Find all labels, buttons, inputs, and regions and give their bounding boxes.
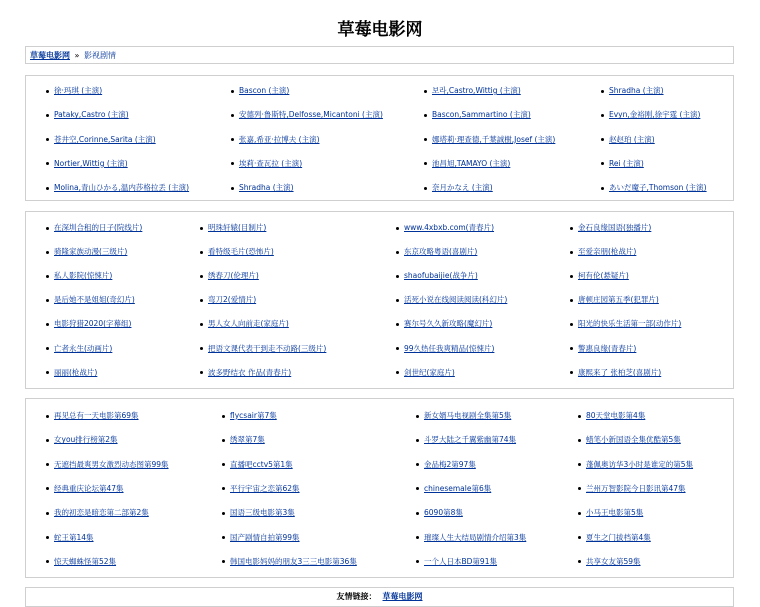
breadcrumb-separator: »	[74, 51, 80, 60]
actor-link-label[interactable]: 苍井空,Corinne,Sarita (主演)	[54, 134, 156, 144]
bullet-icon	[46, 138, 49, 141]
episode-link-label[interactable]: 新女婿马电视剧全集第5集	[424, 411, 512, 420]
bullet-icon	[396, 323, 399, 326]
actor-link[interactable]	[231, 158, 302, 170]
movie-link-label[interactable]: 私人影院(惊悚片)	[54, 271, 113, 281]
movie-link[interactable]	[570, 294, 659, 306]
actor-link-label[interactable]: 安德列·鲁斯特,Delfosse,Micantoni (主演)	[239, 110, 383, 120]
movies-panel	[25, 211, 734, 389]
episode-link-label[interactable]: 蜡笔小新国语全集优酷第5集	[586, 435, 681, 445]
bullet-icon	[416, 512, 419, 515]
episode-link[interactable]	[46, 507, 149, 519]
bullet-icon	[601, 138, 604, 141]
episode-link[interactable]	[578, 507, 643, 519]
bullet-icon	[46, 439, 49, 442]
actor-link-label[interactable]: 娜塔莉·理查德,千葉誠樹,Josef (主演)	[432, 134, 556, 144]
movie-link[interactable]	[46, 367, 97, 379]
bullet-icon	[46, 90, 49, 93]
episode-link[interactable]	[222, 556, 357, 568]
actor-link[interactable]	[424, 134, 555, 146]
friend-links-label: 友情链接：	[336, 592, 377, 601]
bullet-icon	[231, 187, 234, 190]
actor-link[interactable]	[46, 109, 129, 121]
friend-link[interactable]: 草莓电影网	[382, 592, 423, 601]
movie-link[interactable]	[200, 270, 259, 282]
movie-link[interactable]	[396, 343, 494, 355]
actor-link-label[interactable]: Bascon (主演)	[239, 86, 290, 95]
actor-link[interactable]	[46, 134, 156, 146]
actor-link[interactable]	[231, 182, 294, 194]
movie-link-label[interactable]: www.4xbxb.com(青春片)	[404, 223, 495, 232]
bullet-icon	[601, 90, 604, 93]
actor-link[interactable]	[601, 158, 644, 170]
actor-link-label[interactable]: Evyn,金裕刚,徐宇霆 (主演)	[609, 110, 701, 120]
episode-link[interactable]	[416, 483, 491, 495]
movie-link-label[interactable]: 丽丽(枪战片)	[54, 367, 98, 377]
bullet-icon	[200, 251, 203, 254]
bullet-icon	[601, 162, 604, 165]
bullet-icon	[231, 162, 234, 165]
episode-link[interactable]	[416, 556, 497, 568]
episode-link[interactable]	[222, 483, 300, 495]
movie-link-label[interactable]: 柯有伦(悬疑片)	[578, 271, 629, 281]
bullet-icon	[200, 347, 203, 350]
bullet-icon	[200, 299, 203, 302]
actor-link[interactable]	[601, 109, 700, 121]
movie-link[interactable]	[46, 270, 112, 282]
episode-link-label[interactable]: 我的初恋是暗恋第二部第2集	[54, 508, 149, 518]
bullet-icon	[200, 227, 203, 230]
episode-link[interactable]	[222, 459, 293, 471]
episode-link[interactable]	[578, 410, 645, 422]
movie-link[interactable]	[570, 246, 636, 258]
site-title: 草莓电影网	[337, 20, 423, 40]
movie-link-label[interactable]: 男人女人向前走(家庭片)	[208, 319, 289, 329]
episode-link[interactable]	[222, 434, 265, 446]
movie-link-label[interactable]: 唐顿庄园第五季(犯罪片)	[578, 295, 659, 305]
actor-link-label[interactable]: 徐·玛琪 (主演)	[54, 86, 103, 95]
movie-link[interactable]	[396, 222, 494, 234]
episode-link[interactable]	[578, 483, 686, 495]
bullet-icon	[222, 512, 225, 515]
bullet-icon	[46, 187, 49, 190]
bullet-icon	[416, 487, 419, 490]
episode-link-label[interactable]: 80天堂电影第4集	[586, 411, 646, 420]
movie-link[interactable]	[200, 318, 289, 330]
bullet-icon	[570, 299, 573, 302]
bullet-icon	[396, 371, 399, 374]
episode-link-label[interactable]: 平行宇宙之恋第62集	[230, 483, 300, 493]
bullet-icon	[424, 90, 427, 93]
actor-link-label[interactable]: 奈月かなえ (主演)	[432, 183, 493, 193]
movie-link[interactable]	[46, 294, 135, 306]
movie-link-label[interactable]: 活死小说在线阅读阅读(科幻片)	[404, 295, 508, 305]
bullet-icon	[416, 415, 419, 418]
movie-link-label[interactable]: 99久热任我爽精品(惊悚片)	[404, 343, 495, 353]
actor-link[interactable]	[424, 85, 521, 97]
episode-link-label[interactable]: 直播吧cctv5第1集	[230, 459, 293, 469]
movie-link[interactable]	[396, 367, 455, 379]
bullet-icon	[570, 371, 573, 374]
movie-link-label[interactable]: 赛尔号久久新攻略(魔幻片)	[404, 319, 493, 329]
movie-link[interactable]	[570, 318, 681, 330]
bullet-icon	[416, 536, 419, 539]
movie-link-label[interactable]: 是后她不是姐姐(奇幻片)	[54, 295, 135, 305]
episode-link[interactable]	[416, 410, 511, 422]
bullet-icon	[570, 251, 573, 254]
actor-link-label[interactable]: Nortier,Wittig (主演)	[54, 158, 128, 168]
actor-link[interactable]	[424, 158, 510, 170]
bullet-icon	[231, 114, 234, 117]
episode-link[interactable]	[416, 507, 463, 519]
actor-link-label[interactable]: 池昌旭,TAMAYO (主演)	[432, 158, 511, 168]
movie-link-label[interactable]: 警惠良缘(青春片)	[578, 343, 637, 353]
actor-link-label[interactable]: Shradha (主演)	[609, 86, 664, 95]
bullet-icon	[424, 114, 427, 117]
bullet-icon	[396, 251, 399, 254]
episode-link[interactable]	[416, 532, 526, 544]
episode-link[interactable]	[46, 483, 124, 495]
bullet-icon	[222, 463, 225, 466]
episode-link-label[interactable]: 韩国电影妈妈的朋友3三三电影第36集	[230, 556, 357, 566]
actor-link[interactable]	[46, 182, 189, 194]
bullet-icon	[222, 487, 225, 490]
episode-link-label[interactable]: 斗罗大陆之千翼紫幽第74集	[424, 435, 517, 445]
bullet-icon	[200, 323, 203, 326]
bullet-icon	[424, 187, 427, 190]
movie-link[interactable]	[200, 246, 274, 258]
bullet-icon	[578, 439, 581, 442]
episode-link-label[interactable]: 兰州万智影院今日影讯第47集	[586, 483, 686, 493]
actor-link[interactable]	[601, 182, 707, 194]
movie-link-label[interactable]: 阳光的快乐生活第一部(动作片)	[578, 319, 682, 329]
movie-link[interactable]	[570, 367, 661, 379]
episode-link[interactable]	[222, 532, 300, 544]
movie-link[interactable]	[200, 294, 256, 306]
actor-link[interactable]	[46, 85, 102, 97]
bullet-icon	[578, 487, 581, 490]
movie-link[interactable]	[570, 270, 629, 282]
bullet-icon	[46, 371, 49, 374]
bullet-icon	[424, 162, 427, 165]
actor-link-label[interactable]: Molina,青山ひかる,温内莎格拉丢 (主演)	[54, 183, 190, 193]
episode-link-label[interactable]: 璀璨人生大结局剧情介绍第3集	[424, 532, 527, 542]
bullet-icon	[570, 323, 573, 326]
episode-link-label[interactable]: 国语三级电影第3集	[230, 508, 295, 518]
bullet-icon	[601, 114, 604, 117]
actor-link[interactable]	[231, 109, 383, 121]
movie-link-label[interactable]: 剑世纪(家庭片)	[404, 367, 455, 377]
bullet-icon	[578, 560, 581, 563]
bullet-icon	[46, 251, 49, 254]
movie-link-label[interactable]: 弯刀2(爱情片)	[208, 295, 257, 305]
bullet-icon	[570, 275, 573, 278]
actor-link[interactable]	[46, 158, 128, 170]
actor-link[interactable]	[424, 182, 493, 194]
movie-link-label[interactable]: 把语文课代表干到走不动路(三级片)	[208, 343, 327, 353]
episode-link[interactable]	[46, 532, 94, 544]
movie-link[interactable]	[396, 246, 477, 258]
bullet-icon	[396, 227, 399, 230]
episode-link[interactable]	[578, 459, 693, 471]
episode-link-label[interactable]: 小马王电影第5集	[586, 508, 644, 518]
episode-link[interactable]	[46, 459, 169, 471]
bullet-icon	[46, 560, 49, 563]
movie-link[interactable]	[570, 343, 636, 355]
episode-link-label[interactable]: 女you排行榜第2集	[54, 435, 118, 445]
movie-link[interactable]	[200, 222, 266, 234]
bullet-icon	[601, 187, 604, 190]
movie-link-label[interactable]: 波多野结衣 作品(青春片)	[208, 367, 292, 377]
bullet-icon	[222, 415, 225, 418]
movie-link-label[interactable]: shaofubaijie(战争片)	[404, 271, 478, 281]
bullet-icon	[46, 347, 49, 350]
bullet-icon	[396, 299, 399, 302]
actor-link-label[interactable]: あいだ魔子,Thomson (主演)	[609, 183, 707, 193]
movie-link[interactable]	[200, 343, 326, 355]
episode-link[interactable]	[578, 434, 681, 446]
movie-link-label[interactable]: 至爱亲朋(枪战片)	[578, 247, 637, 257]
actor-link-label[interactable]: 埃莉·查瓦拉 (主演)	[239, 158, 303, 168]
bullet-icon	[416, 560, 419, 563]
actor-link[interactable]	[601, 85, 664, 97]
episode-link[interactable]	[46, 410, 139, 422]
bullet-icon	[231, 138, 234, 141]
episode-link[interactable]	[222, 410, 277, 422]
actor-link-label[interactable]: 张嘉,希亚·拉博夫 (主演)	[239, 134, 320, 144]
movie-link[interactable]	[46, 246, 127, 258]
bullet-icon	[578, 512, 581, 515]
bullet-icon	[570, 347, 573, 350]
actor-link[interactable]	[231, 134, 320, 146]
bullet-icon	[396, 347, 399, 350]
bullet-icon	[222, 439, 225, 442]
actors-panel	[25, 75, 734, 201]
episode-link-label[interactable]: 再见总有一天电影第69集	[54, 411, 139, 420]
actor-link[interactable]	[424, 109, 531, 121]
movie-link[interactable]	[570, 222, 651, 234]
movie-link[interactable]	[396, 270, 478, 282]
actor-link-label[interactable]: Pataky,Castro (主演)	[54, 110, 129, 120]
bullet-icon	[578, 536, 581, 539]
actor-link[interactable]	[231, 85, 289, 97]
bullet-icon	[200, 275, 203, 278]
movie-link[interactable]	[46, 343, 112, 355]
bullet-icon	[46, 487, 49, 490]
actor-link-label[interactable]: Bascon,Sammartino (主演)	[432, 110, 531, 120]
bullet-icon	[46, 114, 49, 117]
episodes-panel	[25, 398, 734, 578]
movie-link-label[interactable]: 骑隆家族动漫(三级片)	[54, 247, 128, 257]
movie-link-label[interactable]: 康熙来了 张柏芝(喜剧片)	[578, 367, 662, 377]
movie-link-label[interactable]: 明珠轩辕(目制片)	[208, 223, 267, 232]
episode-link[interactable]	[416, 434, 516, 446]
bullet-icon	[416, 463, 419, 466]
breadcrumb-home-link[interactable]: 草莓电影网	[30, 51, 70, 60]
bullet-icon	[46, 536, 49, 539]
episode-link-label[interactable]: 一个人日本BD第91集	[424, 556, 497, 566]
episode-link-label[interactable]: 绣翠第7集	[230, 435, 265, 445]
movie-link[interactable]	[200, 367, 291, 379]
bullet-icon	[570, 227, 573, 230]
bullet-icon	[416, 439, 419, 442]
episode-link-label[interactable]: 金品梅2第97集	[424, 459, 476, 469]
episode-link-label[interactable]: 惊天蜘蛛怪第52集	[54, 556, 117, 566]
episode-link[interactable]	[46, 556, 116, 568]
bullet-icon	[46, 415, 49, 418]
movie-link-label[interactable]: 绣春刀(伦理片)	[208, 271, 259, 281]
movie-link-label[interactable]: 电影狩猎2020(字幕组)	[54, 319, 132, 329]
episode-link[interactable]	[578, 556, 641, 568]
movie-link[interactable]	[46, 222, 142, 234]
bullet-icon	[46, 275, 49, 278]
movie-link-label[interactable]: 亡者永生(动画片)	[54, 343, 113, 353]
bullet-icon	[222, 560, 225, 563]
episode-link-label[interactable]: 蛇王第14集	[54, 532, 94, 542]
episode-link-label[interactable]: 共享女友第59集	[586, 556, 641, 566]
episode-link[interactable]	[46, 434, 118, 446]
movie-link-label[interactable]: 看特级毛片(恐怖片)	[208, 247, 274, 257]
episode-link-label[interactable]: 6090第8集	[424, 508, 463, 518]
bullet-icon	[200, 371, 203, 374]
movie-link[interactable]	[46, 318, 131, 330]
bullet-icon	[46, 323, 49, 326]
breadcrumb	[25, 46, 734, 64]
actor-link-label[interactable]: 赵赵珀 (主演)	[609, 134, 655, 144]
movie-link[interactable]	[396, 294, 507, 306]
bullet-icon	[46, 299, 49, 302]
friend-links-bar	[25, 587, 734, 607]
episode-link-label[interactable]: flycsair第7集	[230, 411, 277, 420]
actor-link-label[interactable]: 보라,Castro,Wittig (主演)	[432, 86, 521, 95]
episode-link[interactable]	[222, 507, 295, 519]
movie-link-label[interactable]: 金石良缘国语(独播片)	[578, 223, 652, 232]
movie-link-label[interactable]: 东京攻略粤语(喜剧片)	[404, 247, 478, 257]
bullet-icon	[222, 536, 225, 539]
breadcrumb-current: 影视剧情	[84, 51, 116, 60]
episode-link-label[interactable]: chinesemale第6集	[424, 483, 492, 493]
bullet-icon	[46, 512, 49, 515]
bullet-icon	[46, 162, 49, 165]
episode-link-label[interactable]: 经典重庆论坛第47集	[54, 483, 124, 493]
episode-link-label[interactable]: 蓬佩奥访华3小时是谁定的第5集	[586, 459, 694, 469]
movie-link[interactable]	[396, 318, 492, 330]
bullet-icon	[396, 275, 399, 278]
bullet-icon	[578, 415, 581, 418]
episode-link-label[interactable]: 无遮挡最爽男女激烈动态图第99集	[54, 459, 169, 469]
bullet-icon	[46, 227, 49, 230]
movie-link-label[interactable]: 在深圳合租的日子(院线片)	[54, 223, 143, 232]
actor-link-label[interactable]: Rei (主演)	[609, 158, 644, 168]
actor-link-label[interactable]: Shradha (主演)	[239, 183, 294, 193]
bullet-icon	[424, 138, 427, 141]
episode-link-label[interactable]: 夏生之门拔档第4集	[586, 532, 651, 542]
bullet-icon	[578, 463, 581, 466]
episode-link-label[interactable]: 国产剧情自拍第99集	[230, 532, 300, 542]
episode-link[interactable]	[416, 459, 476, 471]
bullet-icon	[231, 90, 234, 93]
actor-link[interactable]	[601, 134, 655, 146]
episode-link[interactable]	[578, 532, 651, 544]
bullet-icon	[46, 463, 49, 466]
